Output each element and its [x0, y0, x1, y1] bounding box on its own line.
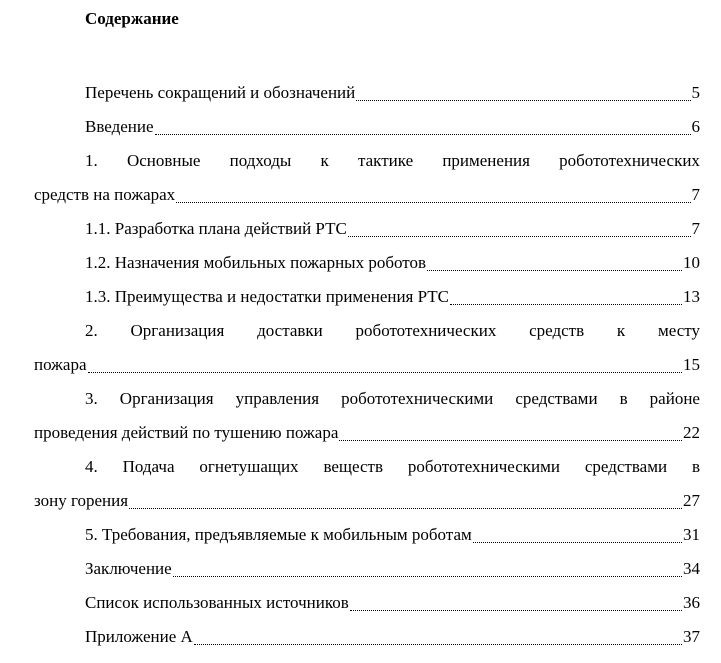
toc-word: к [616, 321, 626, 340]
toc-entry-text: 1.3. Преимущества и недостатки применения РТС [85, 287, 450, 306]
toc-entry [34, 280, 700, 314]
toc-entry-text: 1.1. Разработка плана действий РТС [85, 219, 347, 238]
toc-word: к [320, 151, 329, 170]
toc-word: районе [649, 389, 700, 408]
toc-entry [34, 212, 700, 246]
toc-word: робототехнических [559, 151, 700, 170]
toc-entry-text: Введение [85, 117, 154, 136]
toc-word: веществ [323, 457, 383, 476]
toc-word: робототехнических [355, 321, 497, 340]
toc-entry-line-1 [34, 450, 700, 484]
toc-entry-line-2 [34, 416, 700, 450]
dot-leader [473, 542, 682, 543]
dot-leader [450, 304, 682, 305]
dot-leader [339, 440, 682, 441]
toc-entry-text: Приложение А [85, 627, 193, 646]
toc-word: 2. [85, 321, 98, 340]
toc-page-number: 7 [691, 219, 700, 238]
toc-word: управления [235, 389, 320, 408]
toc-entry [34, 450, 700, 518]
toc-word: 4. [85, 457, 98, 476]
toc-entry [34, 518, 700, 552]
toc-entry-text: пожара [34, 355, 87, 374]
dot-leader [88, 372, 682, 373]
toc-word: робототехническими [407, 457, 560, 476]
toc-page-number: 36 [683, 593, 700, 612]
toc-entry [34, 110, 700, 144]
toc-page-number: 15 [683, 355, 700, 374]
toc-entry-text: Перечень сокращений и обозначений [85, 83, 356, 102]
toc-word: Основные [126, 151, 201, 170]
toc-word: в [619, 389, 628, 408]
toc-entry-line-1 [34, 382, 700, 416]
toc-word: средств [529, 321, 585, 340]
toc-list [34, 76, 700, 654]
toc-word: в [691, 457, 700, 476]
toc-entry [34, 586, 700, 620]
toc-page-number: 34 [683, 559, 700, 578]
toc-word: 3. [85, 389, 98, 408]
toc-word: подходы [229, 151, 292, 170]
toc-entry [34, 620, 700, 654]
toc-word: Подача [122, 457, 175, 476]
toc-page-number: 6 [691, 117, 700, 136]
dot-leader [348, 236, 691, 237]
dot-leader [350, 610, 682, 611]
toc-entry-line-2 [34, 348, 700, 382]
toc-entry [34, 246, 700, 280]
dot-leader [155, 134, 691, 135]
toc-page-number: 13 [683, 287, 700, 306]
toc-entry [34, 552, 700, 586]
toc-word: месту [657, 321, 700, 340]
toc-page-number: 31 [683, 525, 700, 544]
toc-word: средствами [515, 389, 598, 408]
toc-word: 1. [85, 151, 98, 170]
toc-entry [34, 76, 700, 110]
dot-leader [129, 508, 682, 509]
toc-entry-line-2 [34, 178, 700, 212]
dot-leader [173, 576, 682, 577]
toc-word: робототехническими [341, 389, 494, 408]
toc-page-number: 10 [683, 253, 700, 272]
toc-word: средствами [584, 457, 668, 476]
toc-word: доставки [257, 321, 323, 340]
dot-leader [176, 202, 690, 203]
toc-entry-text: 5. Требования, предъявляемые к мобильным роботам [85, 525, 472, 544]
toc-page-number: 5 [691, 83, 700, 102]
toc-entry-text: средств на пожарах [34, 185, 176, 204]
toc-word: Организация [130, 321, 225, 340]
toc-entry [34, 314, 700, 382]
toc-word: огнетушащих [199, 457, 299, 476]
toc-entry-line-1 [34, 144, 700, 178]
toc-entry-text: 1.2. Назначения мобильных пожарных роботов [85, 253, 427, 272]
toc-entry-text: зону горения [34, 491, 129, 510]
toc-page-number: 27 [683, 491, 700, 510]
toc-entry-text: проведения действий по тушению пожара [34, 423, 339, 442]
toc-page-number: 37 [683, 627, 700, 646]
toc-entry [34, 382, 700, 450]
toc-title: Содержание [85, 9, 179, 28]
toc-entry-text: Заключение [85, 559, 172, 578]
toc-page-number: 7 [691, 185, 700, 204]
toc-word: Организация [119, 389, 214, 408]
toc-entry-text: Список использованных источников [85, 593, 349, 612]
toc-entry [34, 144, 700, 212]
toc-entry-line-1 [34, 314, 700, 348]
toc-word: тактике [357, 151, 414, 170]
dot-leader [194, 644, 682, 645]
toc-entry-line-2 [34, 484, 700, 518]
dot-leader [356, 100, 690, 101]
toc-word: применения [442, 151, 530, 170]
dot-leader [427, 270, 682, 271]
toc-page-number: 22 [683, 423, 700, 442]
